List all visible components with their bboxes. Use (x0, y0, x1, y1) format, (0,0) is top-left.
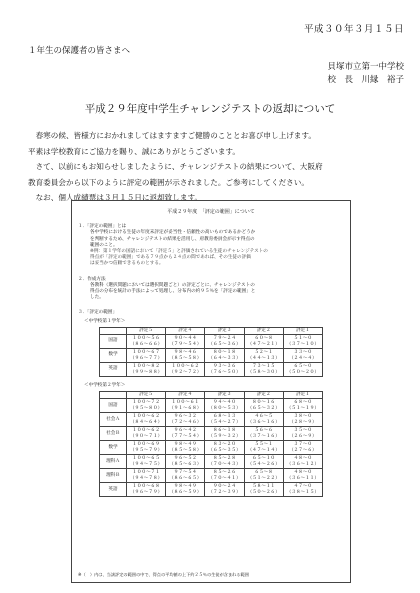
table-header-row (100, 392, 323, 399)
body-line: なお、個人成績票は３月１５日に返却致します。 (28, 193, 203, 202)
score-range-cell (244, 441, 283, 455)
score-range: ７９～２４ (212, 335, 236, 341)
score-range: １００～６９ (132, 442, 160, 448)
principal-name: 校 長 川縁 裕子 (327, 75, 404, 85)
score-range-cell (283, 469, 322, 483)
score-range-cell (166, 483, 205, 497)
score-range-cell (205, 455, 244, 469)
table-row (100, 399, 323, 413)
grade2-table-body (100, 399, 323, 497)
score-range: ８３～２０ (212, 442, 236, 448)
score-range: ９６～５２ (173, 456, 197, 462)
score-range: １００～６１ (171, 400, 200, 406)
core-range: （８４～６４） (130, 419, 163, 425)
issue-date: 平成３０年３月１５日 (303, 24, 404, 35)
score-range-cell (205, 399, 244, 413)
subject-cell: 国語 (100, 399, 127, 413)
grade-header: 評定３ (205, 327, 244, 334)
score-range-cell (205, 363, 244, 377)
score-range-cell (283, 455, 322, 469)
score-range: ７３～１５ (252, 363, 276, 369)
score-range-cell (127, 469, 166, 483)
core-range: （３７～１６） (247, 433, 280, 439)
document-title: 平成２９年度中学生チャレンジテストの返却について (84, 103, 336, 115)
score-range: ４８～０ (293, 456, 313, 462)
score-range-cell (205, 413, 244, 427)
score-range: ９６～４２ (173, 428, 197, 434)
core-range: （２７～６） (289, 447, 317, 453)
score-range-cell (127, 349, 166, 363)
score-range: ６５～１０ (252, 456, 276, 462)
core-range: （５１～１９） (286, 405, 319, 411)
core-range: （６５～３２） (247, 405, 280, 411)
score-range: ８６～１８ (212, 428, 236, 434)
core-range: （６５～３６） (208, 341, 241, 347)
core-range: （９５～８０） (130, 405, 163, 411)
section-note: は妥当かつ信頼できるものとする。 (90, 261, 164, 267)
core-range: （６４～３３） (208, 355, 241, 361)
section-heading: ２．作成方法 (78, 276, 106, 282)
score-range: １００～７２ (132, 400, 160, 406)
subject-cell: 英語 (100, 483, 127, 497)
core-range: （５９～３２） (208, 433, 241, 439)
subject-cell: 国語 (100, 335, 127, 349)
body-line: 教育委員会から以下のように評定の範囲が示されました。ご参考にしてください。 (28, 177, 309, 187)
score-range-cell (244, 349, 283, 363)
core-range: （７９～５４） (169, 341, 202, 347)
score-range: １００～６８ (132, 484, 160, 490)
score-range: ９７～５４ (173, 470, 197, 476)
grade-header: 評定２ (244, 392, 283, 399)
core-range: （４７～２１） (247, 341, 280, 347)
table-header-row (100, 327, 323, 334)
subject-cell: 社会Ａ (100, 413, 127, 427)
score-range-cell (166, 399, 205, 413)
score-range: ８０～１８ (212, 349, 236, 355)
score-range-cell (244, 427, 283, 441)
score-range-cell (166, 349, 205, 363)
table-row (100, 363, 323, 377)
score-range-cell (127, 399, 166, 413)
body-line: 平素は学校教育にご協力を賜り、誠にありがとうございます。 (28, 146, 241, 156)
core-range: （８０～５３） (208, 405, 241, 411)
table-row (100, 441, 323, 455)
score-range: １００～７１ (132, 470, 160, 476)
core-range: （２８～９） (289, 419, 317, 425)
score-range: ８０～１６ (252, 400, 276, 406)
core-range: （３７～１０） (286, 341, 319, 347)
section-text: 得点の分布を統計の手法によって処理し、分布内の約９５％を「評定の範囲」と (90, 289, 256, 295)
table-row (100, 483, 323, 497)
section-text: 各中学校における生徒の年度末評定が妥当性・信頼性の高いものであるかどうか (90, 230, 256, 236)
score-range-cell (166, 455, 205, 469)
grade1-title: ＜中学校第１学年＞ (84, 318, 126, 324)
score-range: ６５～０ (293, 363, 313, 369)
core-range: （８６～５９） (169, 489, 202, 495)
score-range-cell (205, 483, 244, 497)
core-range: （８５～６３） (169, 461, 202, 467)
core-range: （２４～４） (289, 355, 317, 361)
score-range-cell (166, 363, 205, 377)
core-range: （９６～７７） (130, 355, 163, 361)
core-range: （４７～１４） (247, 447, 280, 453)
subject-header (100, 392, 127, 399)
score-range-cell (205, 335, 244, 349)
core-range: （３６～１６） (247, 419, 280, 425)
score-range-cell (283, 399, 322, 413)
score-range: ６５～８ (254, 470, 273, 476)
score-range: １００～５６ (132, 335, 160, 341)
score-range-cell (283, 335, 322, 349)
core-range: （７６～５０） (208, 369, 241, 375)
score-range: ９８～４９ (173, 442, 197, 448)
sender-block (327, 61, 404, 87)
score-range: ３８～０ (293, 414, 313, 420)
grade1-table-body (100, 335, 323, 377)
section-text: を判断するため、チャレンジテストの結果を活用し、府教育委員会が示す得点の (90, 236, 255, 242)
score-range: ４７～０ (293, 484, 313, 490)
core-range: （９１～６８） (169, 405, 202, 411)
score-range: １００～６２ (132, 414, 160, 420)
score-range-cell (166, 441, 205, 455)
score-range-cell (127, 363, 166, 377)
addressee: １年生の保護者の皆さまへ (28, 46, 131, 56)
score-range-cell (127, 483, 166, 497)
core-range: （４４～１３） (247, 355, 280, 361)
score-range-cell (166, 413, 205, 427)
score-range: １００～６２ (132, 428, 160, 434)
score-range-cell (127, 441, 166, 455)
core-range: （５０～２６） (247, 489, 280, 495)
core-range: （８５～５８） (169, 355, 202, 361)
score-range-cell (244, 335, 283, 349)
score-range: ３３～０ (293, 349, 313, 355)
subject-cell: 社会Ｂ (100, 427, 127, 441)
table-row (100, 349, 323, 363)
core-range: （９２～７２） (169, 369, 202, 375)
score-range: ４６～５ (254, 414, 273, 420)
score-range-cell (205, 427, 244, 441)
score-range-cell (283, 413, 322, 427)
core-range: （５１～２２） (247, 475, 280, 481)
score-range-cell (283, 427, 322, 441)
core-range: （９６～７９） (130, 489, 163, 495)
core-range: （９９～８８） (130, 369, 163, 375)
score-range: ６０～８ (254, 335, 273, 341)
core-range: （８５～５８） (169, 447, 202, 453)
score-range-cell (166, 427, 205, 441)
subject-cell: 数学 (100, 441, 127, 455)
score-range: ９３～３６ (212, 363, 236, 369)
grade-header: 評定４ (166, 327, 205, 334)
score-range-cell (244, 483, 283, 497)
score-range-cell (205, 469, 244, 483)
grade-header: 評定１ (283, 392, 322, 399)
attached-notice (71, 200, 351, 583)
body-line: さて、以前にもお知らせしましたように、チャレンジテストの結果について、大阪府 (28, 162, 323, 171)
core-range: （９４～７８） (130, 475, 163, 481)
section-note: 得点が「評定の範囲」である７９点から２４点の間であれば、その生徒の評価 (90, 255, 251, 261)
subject-header (100, 327, 127, 334)
score-range: ５１～０ (293, 335, 313, 341)
score-range-cell (166, 469, 205, 483)
score-range: ５２～１ (254, 349, 273, 355)
letter-body (28, 128, 400, 206)
core-range: （３８～１５） (286, 489, 319, 495)
score-range: ３５～０ (293, 428, 313, 434)
grade2-score-table (99, 391, 323, 497)
score-range: １００～８２ (132, 363, 160, 369)
score-range: ４８～０ (293, 470, 313, 476)
table-row (100, 335, 323, 349)
score-range: ５８～１１ (252, 484, 276, 490)
score-range: ９８～４９ (173, 484, 197, 490)
core-range: （９０～７１） (130, 433, 163, 439)
core-range: （７２～３９） (208, 489, 241, 495)
score-range: １００～６７ (132, 349, 160, 355)
score-range: ９４～４０ (212, 400, 236, 406)
section-text: 範囲のこと。 (90, 242, 118, 248)
grade-header: 評定１ (283, 327, 322, 334)
core-range: （２６～９） (289, 433, 317, 439)
grade-header: 評定５ (127, 327, 166, 334)
core-range: （３６～１２） (286, 461, 319, 467)
score-range: ９０～４４ (173, 335, 197, 341)
core-range: （５８～３０） (247, 369, 280, 375)
table-row (100, 413, 323, 427)
score-range-cell (244, 399, 283, 413)
score-range: １００～６２ (171, 363, 200, 369)
subject-cell: 理科Ｂ (100, 469, 127, 483)
section-heading: １．「評定の範囲」とは (78, 224, 127, 230)
score-range-cell (244, 413, 283, 427)
score-range: ８５～２６ (212, 470, 236, 476)
section-note: ※例：第１学年の国語において「評定５」と評価されている生徒のチャレンジテストの (90, 249, 268, 255)
score-range-cell (283, 483, 322, 497)
core-range: （５４～２７） (208, 419, 241, 425)
school-name: 貝塚市立第一中学校 (327, 62, 404, 72)
score-range-cell (244, 363, 283, 377)
score-range-cell (127, 427, 166, 441)
section-text: した。 (90, 295, 104, 301)
core-range: （７２～４６） (169, 419, 202, 425)
table-row (100, 427, 323, 441)
table-footnote: ※（ ）内は、当該評定の範囲の中で、得点の平均値の上下約２５％の生徒が含まれる範囲 (78, 571, 249, 577)
core-range: （９４～７５） (130, 461, 163, 467)
core-range: （６５～３５） (208, 447, 241, 453)
score-range: ９０～２４ (212, 484, 236, 490)
grade-header: 評定３ (205, 392, 244, 399)
section-heading: ３．「評定の範囲」 (78, 310, 118, 316)
core-range: （８６～６５） (169, 475, 202, 481)
score-range-cell (283, 441, 322, 455)
grade-header: 評定５ (127, 392, 166, 399)
score-range-cell (205, 349, 244, 363)
score-range: ６８～１３ (212, 414, 236, 420)
score-range-cell (244, 455, 283, 469)
core-range: （９５～７９） (130, 447, 163, 453)
core-range: （７０～４１） (208, 475, 241, 481)
score-range: ６８～０ (293, 400, 313, 406)
core-range: （７７～５４） (169, 433, 202, 439)
grade-header: 評定４ (166, 392, 205, 399)
score-range: ３７～０ (293, 442, 313, 448)
score-range: １００～６５ (132, 456, 160, 462)
core-range: （５０～２０） (286, 369, 319, 375)
score-range: ５６～６ (254, 428, 273, 434)
score-range: ９６～３２ (173, 414, 197, 420)
core-range: （８６～６６） (130, 341, 163, 347)
body-line: 春寒の候、皆様方におかれましてはますますご健勝のこととお喜び申し上げます。 (28, 131, 316, 140)
subject-cell: 数学 (100, 349, 127, 363)
core-range: （３６～１１） (286, 475, 319, 481)
score-range: ８５～２８ (212, 456, 236, 462)
score-range: ９８～４６ (173, 349, 197, 355)
core-range: （７０～４３） (208, 461, 241, 467)
score-range-cell (283, 363, 322, 377)
score-range-cell (127, 335, 166, 349)
score-range-cell (283, 349, 322, 363)
subject-cell: 英語 (100, 363, 127, 377)
score-range: ５５～１ (254, 442, 273, 448)
grade-header: 評定２ (244, 327, 283, 334)
score-range-cell (127, 413, 166, 427)
grade2-title: ＜中学校第２学年＞ (84, 383, 126, 389)
core-range: （５４～２６） (247, 461, 280, 467)
score-range-cell (127, 455, 166, 469)
score-range-cell (166, 335, 205, 349)
grade1-score-table (99, 327, 323, 377)
notice-title: 平成２９年度 「評定の範囲」について (167, 209, 255, 215)
table-row (100, 469, 323, 483)
section-text: 各教科（選択問題においては選択問題ごと）の評定ごとに、チャレンジテストの (90, 282, 255, 288)
table-row (100, 455, 323, 469)
subject-cell: 理科Ａ (100, 455, 127, 469)
score-range-cell (244, 469, 283, 483)
score-range-cell (205, 441, 244, 455)
